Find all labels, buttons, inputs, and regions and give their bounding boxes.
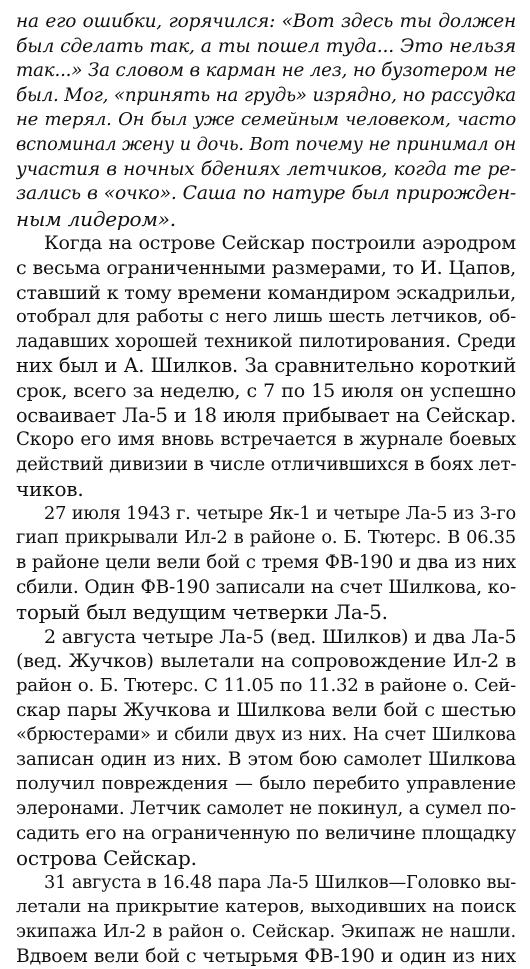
body-text-line: Когда на острове Сейскар построили аэродром xyxy=(44,232,516,255)
body-text-line: ладавших хорошей техникой пилотирования. Среди xyxy=(16,330,516,352)
body-text-line: район о. Б. Тютерс. С 11.05 по 11.32 в районе о. Сей- xyxy=(16,675,516,697)
body-text-line: срок, всего за неделю, с 7 по 15 июля он успешно xyxy=(16,379,516,402)
body-text-line: Скоро его имя вновь встречается в журнале боевых xyxy=(16,429,516,451)
body-text-line: гиап прикрывали Ил-2 в районе о. Б. Тютерс. В 06.35 xyxy=(16,528,516,549)
quote-text-line: не терял. Он был уже семейным человеком, часто xyxy=(16,109,516,131)
page-text-body xyxy=(16,10,516,969)
body-text-line: них был и А. Шилков. За сравнительно короткий xyxy=(16,354,516,378)
body-text-line: (вед. Жучков) вылетали на сопровождение Ил-2 в xyxy=(16,650,516,673)
quote-text-line: вспоминал жену и дочь. Вот почему не принимал он xyxy=(16,134,516,155)
quote-text-line: зались в «очко». Саша по натуре был прирожден- xyxy=(16,183,516,205)
body-text-line: скар пары Жучкова и Шилкова вели бой с шестью xyxy=(16,699,516,721)
body-text-line: «брюстерами» и сбили двух из них. На счет Шилкова xyxy=(16,725,516,746)
quote-text-line: так...» За словом в карман не лез, но бузотером не xyxy=(16,60,516,82)
body-text-line: ставший к тому времени командиром эскадрильи, xyxy=(16,281,516,304)
body-text-line: записан один из них. В этом бою самолет Шилкова xyxy=(16,748,516,770)
body-text-line: летали на прикрытие катеров, выходивших на поиск xyxy=(16,896,516,918)
body-text-line: 31 августа в 16.48 пара Ла-5 Шилков—Головко вы- xyxy=(44,872,516,893)
quote-text-line: на его ошибки, горячился: «Вот здесь ты должен xyxy=(16,11,516,32)
body-text-line: элеронами. Летчик самолет не покинул, а сумел по- xyxy=(16,798,516,819)
body-text-line: Вдвоем вели бой с четырьмя ФВ-190 и один из них xyxy=(16,945,516,967)
body-text-line: чиков. xyxy=(16,477,84,502)
body-text-line: действий дивизии в числе отличившихся в боях лет- xyxy=(16,453,516,475)
body-text-line: получил повреждения — было перебито управление xyxy=(16,773,516,795)
body-text-line: торый был ведущим четверки Ла-5. xyxy=(16,600,388,625)
body-text-line: 2 августа четыре Ла-5 (вед. Шилков) и два Ла-5 xyxy=(44,625,516,648)
body-text-line: осваивает Ла-5 и 18 июля прибывает на Сейскар. xyxy=(16,403,516,427)
body-text-line: садить его на ограниченную по величине площадку xyxy=(16,822,516,844)
quote-text-line: был. Мог, «принять на грудь» изрядно, но рассудка xyxy=(16,84,516,106)
body-text-line: с весьма ограниченными размерами, то И. Цапов, xyxy=(16,256,516,279)
body-text-line: отобрал для работы с него лишь шесть летчиков, об- xyxy=(16,306,516,328)
body-text-line: в районе цели вели бой с тремя ФВ-190 и два из них xyxy=(16,552,516,574)
body-text-line: 27 июля 1943 г. четыре Як-1 и четыре Ла-5 из 3-го xyxy=(44,503,516,524)
body-text-line: острова Сейскар. xyxy=(16,846,197,871)
quote-text-line: участия в ночных бдениях летчиков, когда те ре- xyxy=(16,158,516,180)
body-text-line: экипажа Ил-2 в район о. Сейскар. Экипаж не нашли. xyxy=(16,921,516,942)
quote-text-line: был сделать так, а ты пошел туда... Это нельзя xyxy=(16,35,516,57)
quote-text-line: ным лидером». xyxy=(16,206,176,231)
body-text-line: сбили. Один ФВ-190 записали на счет Шилкова, ко- xyxy=(16,576,516,598)
